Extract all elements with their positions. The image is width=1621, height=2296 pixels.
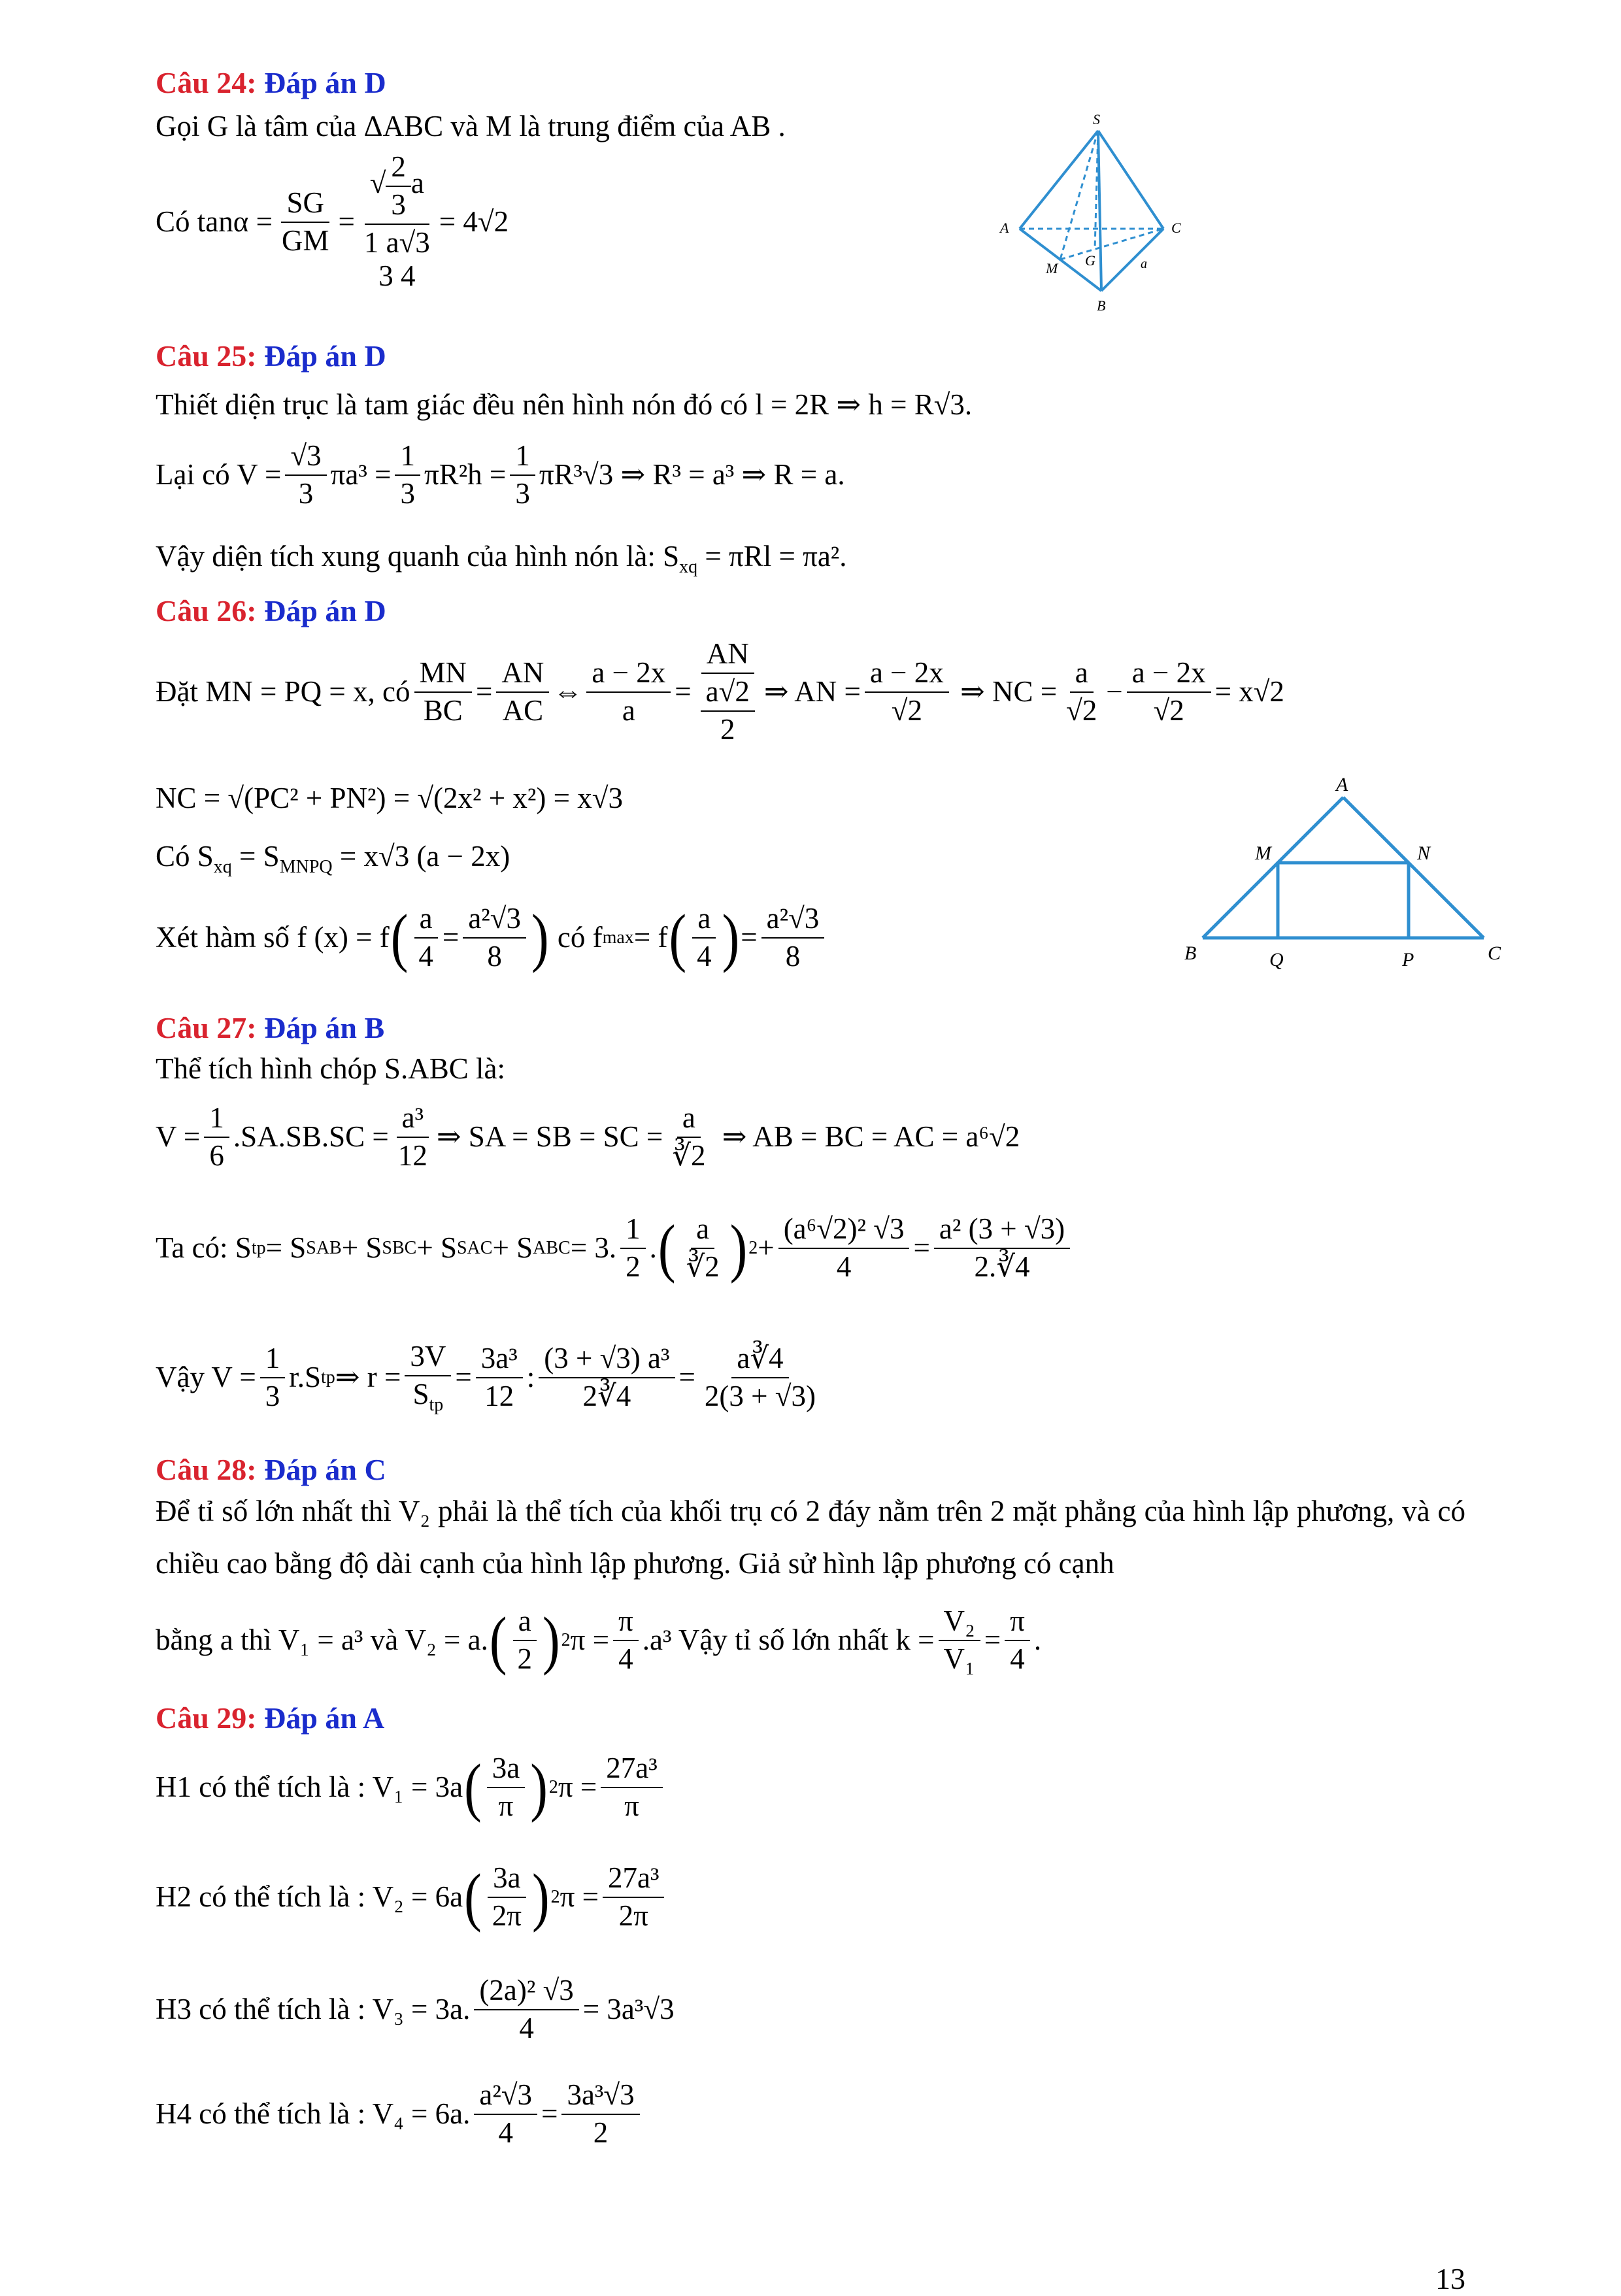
q24-sg-gm: $\frac{SG}{GM}$ xyxy=(281,186,329,257)
q24-big-fraction: √ $\frac{2}{3}$ a 1 a√3 3 4 xyxy=(363,150,430,293)
label-a-edge: a xyxy=(1141,257,1147,271)
triangle-figure xyxy=(1177,771,1516,974)
label-p: P xyxy=(1402,949,1414,971)
q24-header: Câu 24: Đáp án D xyxy=(156,66,386,99)
q28-line3: bằng a thì V₁ = a³ và V₂ = a. ( a 2 ) 2 π = $\frac{\pi}{4}$ .a³ Vậy tỉ số lớn nhất k = $\frac{\text{V₂}}{\text{V₁}}$ = π 4 . xyxy=(156,1604,1042,1676)
edge-ac xyxy=(1343,797,1484,938)
edge-sb xyxy=(1098,131,1101,291)
label-m: M xyxy=(1046,260,1058,276)
q29-header: Câu 29: Đáp án A xyxy=(156,1701,385,1735)
edge-sc xyxy=(1098,131,1163,229)
q24-line1: Gọi G là tâm của ΔABC và M là trung điểm của AB . xyxy=(156,110,786,142)
q29-h4: H4 có thể tích là : V₄ = 6a. a²√3 4 = 3a³√3 2 xyxy=(156,2078,644,2150)
page-number: 13 xyxy=(1435,2262,1465,2295)
q29-h1: H1 có thể tích là : V₁ = 3a ( 3a π ) 2 π = 27a³ π xyxy=(156,1752,667,1823)
q26-line4: Xét hàm số f (x) = f ( a 4 = a²√3 8 ) có f max = f ( a 4 ) = a²√3 8 xyxy=(156,902,828,974)
q27-line4: Vậy V = $\frac{1}{3}$ r.S tp ⇒ r = 3V $S_{tp}$ = 3a³ 12 : (3 + √3) a³ 2∛4 = a∛4 2(3 + √3) xyxy=(156,1340,816,1415)
q25-line1: Thiết diện trục là tam giác đều nên hình nón đó có l = 2R ⇒ h = R√3. xyxy=(156,388,973,421)
q27-line3: Ta có: S tp = S SAB + S SBC + S SAC + S ABC = 3. 1 2 . ( a ∛2 ) 2 + (a⁶√2)² √3 4 = a² (3 + √3) 2.∛4 xyxy=(156,1212,1074,1284)
q27-line1: Thể tích hình chóp S.ABC là: xyxy=(156,1052,505,1085)
label-s: S xyxy=(1093,111,1100,127)
label-c: C xyxy=(1488,942,1501,964)
edge-ab xyxy=(1203,797,1343,938)
label-a: A xyxy=(1000,220,1009,236)
q25-line3: Vậy diện tích xung quanh của hình nón là: $S_{xq} = \pi Rl = \pi a^2$. xyxy=(156,540,847,577)
q24-formula: Có tanα = $\frac{SG}{GM}$ = √ $\frac{2}{3}$ a 1 a√3 3 4 = 4√2 xyxy=(156,150,509,293)
label-c: C xyxy=(1171,220,1181,236)
q26-line2: NC = √(PC² + PN²) = √(2x² + x²) = x√3 xyxy=(156,782,623,814)
q27-header: Câu 27: Đáp án B xyxy=(156,1011,385,1044)
q26-line1: Đặt MN = PQ = x, có MN BC = AN AC ⇔ a − 2x a = AN $\frac{a√2}{2}$ ⇒ AN = a − 2x √2 ⇒ NC = a √2 − $\frac{a - 2x}{√2}$ = x√2 xyxy=(156,637,1284,746)
q27-line2: V = $\frac{1}{6}$ .SA.SB.SC = $\frac{\text{a³}}{12}$ ⇒ SA = SB = SC = $\frac{a}{∛2}$ ⇒ AB = BC = AC = a⁶√2 xyxy=(156,1101,1020,1172)
label-a: A xyxy=(1336,774,1348,795)
q25-header: Câu 25: Đáp án D xyxy=(156,339,386,373)
q29-h3: H3 có thể tích là : V₃ = 3a. $\frac{\text{(2a)² √3}}{4}$ = 3a³√3 xyxy=(156,1974,675,2044)
q29-h2: H2 có thể tích là : V₂ = 6a ( 3a 2π ) 2 π = 27a³ 2π xyxy=(156,1861,668,1933)
edge-sa xyxy=(1020,131,1098,229)
q28-paragraph: Để tỉ số lớn nhất thì V₂ phải là thể tích của khối trụ có 2 đáy nằm trên 2 mặt phẳng của hình lập phương, và có chiều cao bằng độ dài cạnh của hình lập phương. Giả sử hình lập phương có cạnh xyxy=(156,1495,1465,1580)
q26-line3: Có $S_{xq} = S_{MNPQ} = x√3$ (a − 2x) xyxy=(156,840,510,877)
label-b: B xyxy=(1184,942,1197,964)
q28-header: Câu 28: Đáp án C xyxy=(156,1453,386,1486)
label-q: Q xyxy=(1269,949,1284,971)
pyramid-figure xyxy=(987,111,1203,320)
q26-header: Câu 26: Đáp án D xyxy=(156,594,386,627)
label-m: M xyxy=(1255,842,1271,864)
label-g: G xyxy=(1085,252,1095,269)
label-n: N xyxy=(1417,842,1431,864)
q25-line2: Lại có V = $\frac{√3}{3}$ πa³ = $\frac{1}{3}$ πR²h = $\frac{1}{3}$ πR³√3 ⇒ R³ = a³ ⇒ R = a. xyxy=(156,439,845,510)
label-b: B xyxy=(1097,297,1106,314)
